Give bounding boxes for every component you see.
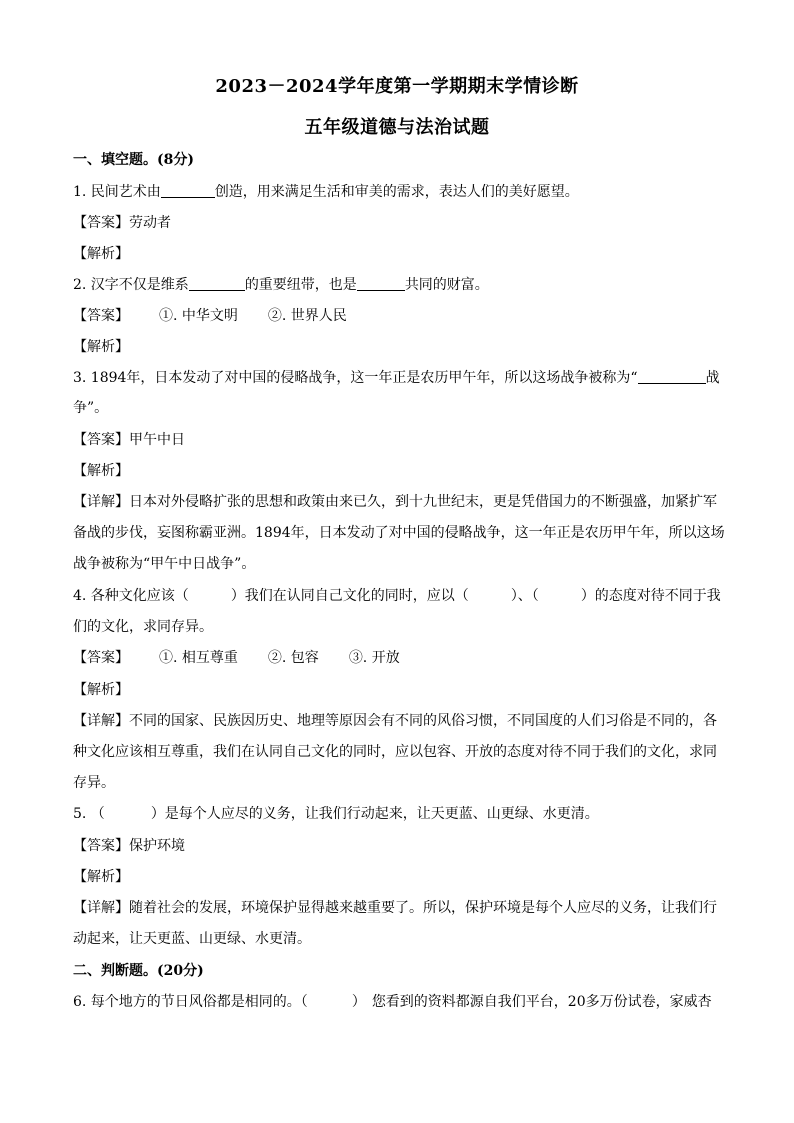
question-1-text-pre: 1. 民间艺术由 [73, 184, 161, 200]
analysis-4 [73, 680, 723, 700]
analysis-label: 【解析】 [73, 463, 129, 479]
page-subtitle: 五年级道德与法治试题 [304, 117, 490, 138]
section-heading-true-false: 二、判断题。(20分) [73, 963, 204, 979]
section-heading-fill-blank: 一、填空题。(8分) [73, 152, 194, 168]
question-1 [73, 182, 723, 202]
detail-5-line-2: 动起来，让天更蓝、山更绿、水更清。 [73, 931, 311, 947]
detail-3-line-1 [73, 492, 723, 512]
question-4-line-2: 们的文化，求同存异。 [73, 619, 213, 635]
detail-3-line-2: 备战的步伐，妄图称霸亚洲。1894年，日本发动了对中国的侵略战争，这一年正是农历甲午年，所以这场 [73, 525, 725, 541]
question-3-line-2: 争”。 [73, 400, 109, 416]
question-2 [73, 275, 723, 295]
answer-label: 【答案】 [73, 215, 129, 231]
question-2-text-pre: 2. 汉字不仅是维系 [73, 277, 189, 293]
question-5 [73, 804, 723, 824]
answer-1 [73, 213, 723, 233]
question-2-text-mid: 的重要纽带，也是 [244, 277, 357, 293]
answer-2 [73, 306, 723, 326]
detail-label: 【详解】 [73, 900, 129, 916]
analysis-2 [73, 337, 723, 357]
question-6 [73, 992, 723, 1012]
question-3-text-post: 战 [705, 370, 720, 386]
analysis-label: 【解析】 [73, 869, 129, 885]
analysis-5 [73, 867, 723, 887]
analysis-label: 【解析】 [73, 246, 129, 262]
question-4-line-1 [73, 586, 723, 606]
answer-5-text: 保护环境 [129, 838, 185, 854]
answer-4-option-3: ③. 开放 [348, 650, 400, 666]
question-4-text-2: ）我们在认同自己文化的同时，应以（ [230, 588, 469, 604]
question-3-text-pre: 3. 1894年，日本发动了对中国的侵略战争，这一年正是农历甲午年，所以这场战争被称为“ [73, 370, 638, 386]
detail-3-line-3: 战争被称为“甲午中日战争”。 [73, 556, 256, 572]
analysis-3 [73, 461, 723, 481]
answer-5 [73, 836, 723, 856]
detail-5-line-1 [73, 898, 723, 918]
answer-label: 【答案】 [73, 650, 129, 666]
answer-label: 【答案】 [73, 838, 129, 854]
question-4-text-1: 4. 各种文化应该（ [73, 588, 189, 604]
detail-4-line-3: 存异。 [73, 775, 115, 791]
analysis-1 [73, 244, 723, 264]
answer-1-text: 劳动者 [129, 215, 171, 231]
detail-4-line-2: 种文化应该相互尊重，我们在认同自己文化的同时，应以包容、开放的态度对待不同于我们的文化，求同 [73, 744, 717, 760]
blank [357, 276, 405, 291]
question-4-text-3: ）、（ [510, 588, 539, 604]
answer-label: 【答案】 [73, 308, 129, 324]
question-5-text-post: ）是每个人应尽的义务，让我们行动起来，让天更蓝、山更绿、水更清。 [150, 806, 599, 822]
detail-label: 【详解】 [73, 494, 129, 510]
page-title: 2023－2024学年度第一学期期末学情诊断 [215, 76, 579, 97]
blank [638, 369, 706, 384]
blank [161, 183, 215, 198]
answer-3-text: 甲午中日 [129, 432, 185, 448]
answer-3 [73, 430, 723, 450]
detail-5-text-1: 随着社会的发展，环境保护显得越来越重要了。所以，保护环境是每个人应尽的义务，让我们行 [129, 900, 717, 916]
question-3-line-1 [73, 368, 723, 388]
detail-4-text-1: 不同的国家、民族因历史、地理等原因会有不同的风俗习惯，不同国度的人们习俗是不同的，各 [129, 713, 717, 729]
analysis-label: 【解析】 [73, 682, 129, 698]
question-2-text-post: 共同的财富。 [404, 277, 489, 293]
question-6-text-pre: 6. 每个地方的节日风俗都是相同的。（ [73, 994, 308, 1010]
answer-4 [73, 648, 723, 668]
answer-2-option-2: ②. 世界人民 [267, 308, 347, 324]
answer-4-option-2: ②. 包容 [267, 650, 319, 666]
detail-label: 【详解】 [73, 713, 129, 729]
analysis-label: 【解析】 [73, 339, 129, 355]
question-5-text-pre: 5. （ [73, 806, 105, 822]
detail-4-line-1 [73, 711, 723, 731]
question-6-text-post: ） [351, 994, 366, 1010]
answer-2-option-1: ①. 中华文明 [159, 308, 238, 324]
question-1-text-post: 创造，用来满足生活和审美的需求，表达人们的美好愿望。 [214, 184, 579, 200]
detail-3-text-1: 日本对外侵略扩张的思想和政策由来已久，到十九世纪末，更是凭借国力的不断强盛，加紧扩军 [129, 494, 717, 510]
blank [189, 276, 245, 291]
answer-4-option-1: ①. 相互尊重 [159, 650, 238, 666]
answer-label: 【答案】 [73, 432, 129, 448]
watermark-text: 您看到的资料都源自我们平台，20多万份试卷，家威杏 [371, 994, 712, 1010]
question-4-text-4: ）的态度对待不同于我 [580, 588, 721, 604]
